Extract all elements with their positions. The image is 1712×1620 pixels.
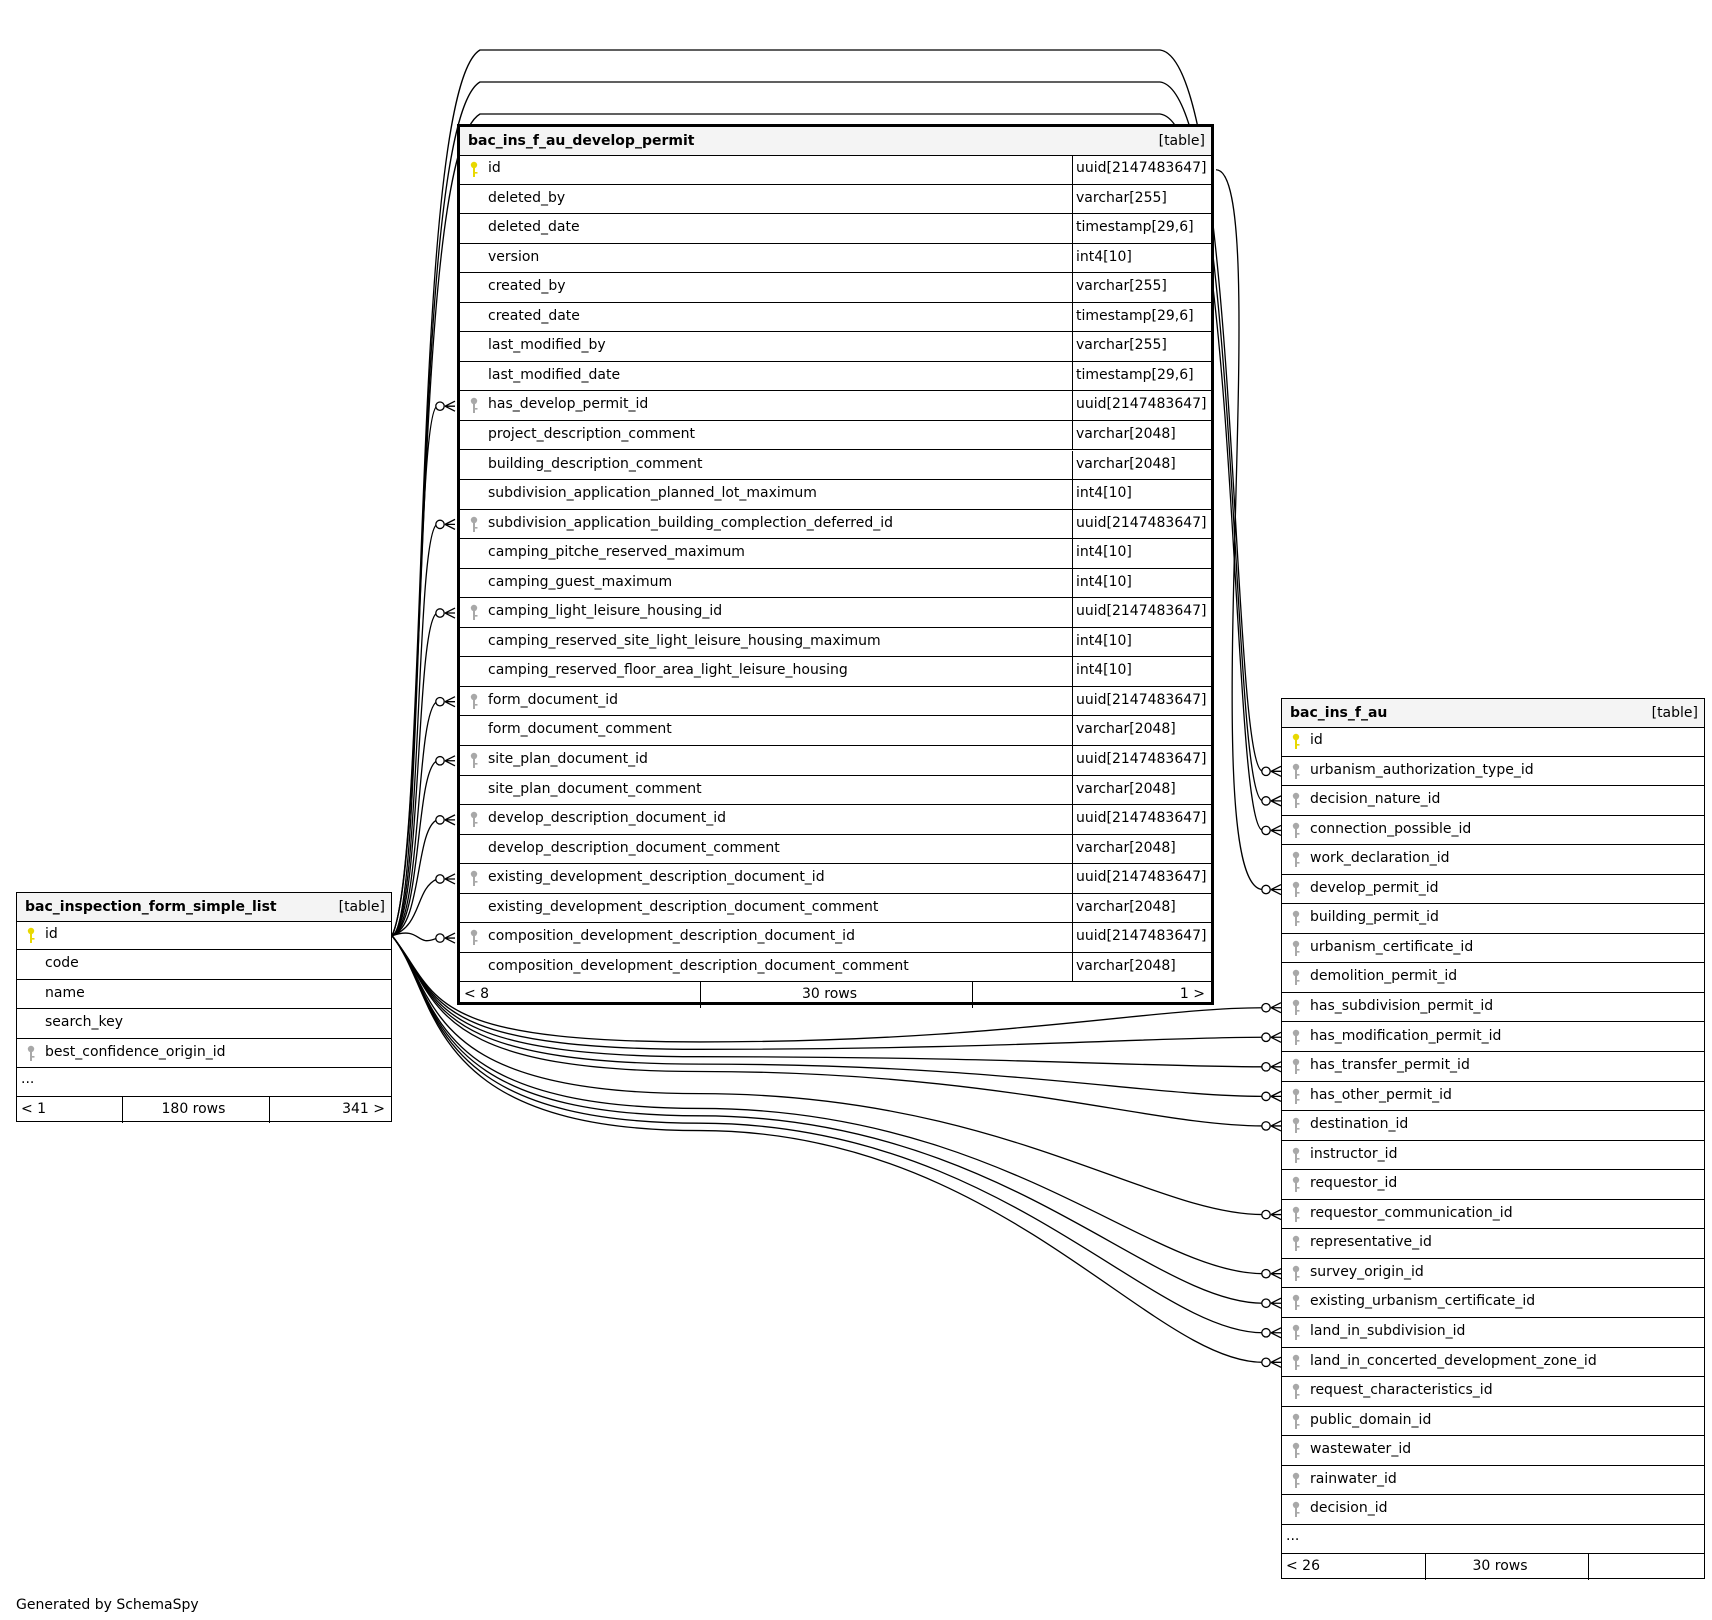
column-row[interactable] — [1282, 1229, 1704, 1259]
column-row[interactable] — [1282, 816, 1704, 846]
column-type: uuid[2147483647] — [1076, 691, 1207, 708]
column-row[interactable] — [1282, 1082, 1704, 1112]
column-row[interactable] — [1282, 1111, 1704, 1141]
column-name: develop_description_document_id — [488, 810, 726, 827]
parents-link[interactable]: < 8 — [464, 986, 490, 1003]
foreign-key-icon — [1291, 1206, 1301, 1223]
crow-foot-marker — [445, 815, 455, 825]
foreign-key-icon — [1291, 999, 1301, 1016]
column-row[interactable] — [460, 155, 1211, 185]
type-divider — [1072, 155, 1073, 184]
type-divider — [1072, 451, 1073, 480]
column-name: existing_development_description_document_id — [488, 869, 825, 886]
column-row[interactable] — [460, 746, 1211, 776]
column-row[interactable] — [460, 362, 1211, 392]
column-type: varchar[2048] — [1076, 839, 1176, 856]
type-divider — [1072, 185, 1073, 214]
column-name: created_date — [488, 307, 580, 324]
column-name: composition_development_description_document_id — [488, 928, 855, 945]
column-type: uuid[2147483647] — [1076, 810, 1207, 827]
column-row[interactable] — [1282, 1348, 1704, 1378]
crow-foot-marker — [1271, 1357, 1281, 1367]
crow-foot-marker — [445, 874, 455, 884]
column-name: site_plan_document_id — [488, 751, 648, 767]
column-name: develop_description_document_comment — [488, 839, 780, 856]
type-divider — [1072, 923, 1073, 952]
column-row[interactable] — [1282, 963, 1704, 993]
optional-marker — [436, 609, 444, 617]
ellipsis-text: ... — [1286, 1527, 1300, 1544]
column-row[interactable] — [460, 687, 1211, 717]
column-name: requestor_id — [1310, 1175, 1398, 1192]
table-bac_ins_f_au_develop_permit[interactable] — [457, 124, 1214, 1005]
column-type: varchar[2048] — [1076, 957, 1176, 974]
column-name: last_modified_by — [488, 337, 606, 354]
column-row[interactable] — [1282, 1466, 1704, 1496]
column-type: varchar[2048] — [1076, 721, 1176, 738]
column-row[interactable] — [460, 657, 1211, 687]
optional-marker — [436, 757, 444, 765]
column-name: subdivision_application_building_complection_deferred_id — [488, 514, 894, 531]
column-name: urbanism_authorization_type_id — [1310, 761, 1534, 778]
foreign-key-icon — [1291, 1354, 1301, 1371]
column-name: has_develop_permit_id — [488, 396, 649, 413]
type-divider — [1072, 746, 1073, 775]
column-type: uuid[2147483647] — [1076, 396, 1207, 413]
footer-divider — [269, 1097, 270, 1123]
column-type: varchar[2048] — [1076, 780, 1176, 797]
column-type: uuid[2147483647] — [1076, 869, 1207, 886]
foreign-key-icon — [1291, 1235, 1301, 1252]
relationship-edge — [392, 933, 437, 941]
table-bac_inspection_form_simple_list[interactable] — [16, 892, 392, 1122]
crow-foot-marker — [1271, 885, 1281, 895]
column-name: id — [1310, 732, 1323, 748]
foreign-key-icon — [1291, 1058, 1301, 1075]
type-divider — [1072, 805, 1073, 834]
column-row[interactable] — [1282, 934, 1704, 964]
column-name: last_modified_date — [488, 366, 621, 383]
footer-divider — [122, 1097, 123, 1123]
crow-foot-marker — [445, 933, 455, 943]
type-divider — [1072, 716, 1073, 745]
footer-divider — [1588, 1554, 1589, 1580]
column-name: deleted_date — [488, 219, 580, 236]
column-name: project_description_comment — [488, 425, 695, 442]
foreign-key-icon — [1291, 1501, 1301, 1518]
table-kind: [table] — [338, 899, 385, 915]
column-name: land_in_concerted_development_zone_id — [1310, 1352, 1597, 1369]
column-name: building_permit_id — [1310, 909, 1439, 926]
optional-marker — [436, 697, 444, 705]
type-divider — [1072, 480, 1073, 509]
column-name: request_characteristics_id — [1310, 1382, 1493, 1399]
optional-marker — [1262, 1004, 1270, 1012]
column-name: search_key — [45, 1014, 124, 1031]
column-name: created_by — [488, 278, 566, 295]
column-name: name — [45, 984, 85, 1001]
table-footer — [460, 982, 1211, 1008]
column-type: varchar[2048] — [1076, 455, 1176, 472]
table-header — [460, 127, 1211, 156]
column-name: form_document_comment — [488, 721, 672, 738]
column-name: urbanism_certificate_id — [1310, 938, 1474, 955]
column-type: timestamp[29,6] — [1076, 366, 1194, 383]
column-row[interactable] — [460, 835, 1211, 865]
foreign-key-icon — [1291, 881, 1301, 898]
column-row[interactable] — [460, 805, 1211, 835]
table-kind: [table] — [1651, 705, 1698, 721]
table-header — [1282, 699, 1704, 728]
column-name: demolition_permit_id — [1310, 968, 1458, 985]
foreign-key-icon — [1291, 969, 1301, 986]
foreign-key-icon — [1291, 940, 1301, 957]
column-row[interactable] — [460, 303, 1211, 333]
column-name: camping_light_leisure_housing_id — [488, 603, 723, 620]
column-type: varchar[255] — [1076, 189, 1167, 206]
column-row[interactable] — [1282, 1495, 1704, 1525]
footer-divider — [700, 982, 701, 1008]
optional-marker — [1262, 1210, 1270, 1218]
column-type: int4[10] — [1076, 485, 1132, 502]
crow-foot-marker — [445, 756, 455, 766]
foreign-key-icon — [1291, 792, 1301, 809]
more-columns-ellipsis — [17, 1068, 391, 1097]
column-row[interactable] — [1282, 1141, 1704, 1171]
foreign-key-icon — [469, 929, 479, 946]
type-divider — [1072, 244, 1073, 273]
optional-marker — [1262, 1269, 1270, 1277]
column-name: decision_nature_id — [1310, 791, 1441, 808]
type-divider — [1072, 303, 1073, 332]
column-name: rainwater_id — [1310, 1470, 1397, 1487]
optional-marker — [436, 520, 444, 528]
type-divider — [1072, 391, 1073, 420]
column-name: composition_development_description_document_comment — [488, 957, 909, 974]
foreign-key-icon — [1291, 1324, 1301, 1341]
optional-marker — [1262, 1033, 1270, 1041]
column-row[interactable] — [460, 480, 1211, 510]
type-divider — [1072, 421, 1073, 450]
column-row[interactable] — [460, 776, 1211, 806]
column-row[interactable] — [1282, 1318, 1704, 1348]
children-link[interactable]: 341 > — [342, 1101, 385, 1118]
primary-key-icon — [26, 927, 36, 944]
column-row[interactable] — [17, 921, 391, 950]
foreign-key-icon — [1291, 851, 1301, 868]
type-divider — [1072, 776, 1073, 805]
crow-foot-marker — [445, 608, 455, 618]
column-name: develop_permit_id — [1310, 879, 1439, 896]
column-type: uuid[2147483647] — [1076, 160, 1207, 176]
optional-marker — [436, 875, 444, 883]
crow-foot-marker — [1271, 1269, 1281, 1279]
foreign-key-icon — [469, 604, 479, 621]
column-row[interactable] — [1282, 727, 1704, 757]
column-type: varchar[255] — [1076, 278, 1167, 295]
relationship-edge — [392, 613, 437, 936]
column-name: site_plan_document_comment — [488, 780, 702, 797]
crow-foot-marker — [1271, 1032, 1281, 1042]
optional-marker — [1262, 885, 1270, 893]
column-name: existing_development_description_document_comment — [488, 898, 879, 915]
column-name: work_declaration_id — [1310, 850, 1450, 867]
foreign-key-icon — [1291, 1265, 1301, 1282]
table-name[interactable]: bac_ins_f_au — [1290, 705, 1388, 721]
type-divider — [1072, 332, 1073, 361]
column-type: timestamp[29,6] — [1076, 307, 1194, 324]
column-row[interactable] — [460, 391, 1211, 421]
optional-marker — [1262, 1092, 1270, 1100]
column-name: best_confidence_origin_id — [45, 1043, 226, 1060]
foreign-key-icon — [1291, 1383, 1301, 1400]
column-row[interactable] — [1282, 904, 1704, 934]
foreign-key-icon — [1291, 910, 1301, 927]
column-name: camping_reserved_site_light_leisure_housing_maximum — [488, 632, 881, 649]
type-divider — [1072, 510, 1073, 539]
type-divider — [1072, 657, 1073, 686]
column-name: deleted_by — [488, 189, 566, 206]
children-link[interactable]: 1 > — [1179, 986, 1205, 1003]
column-type: uuid[2147483647] — [1076, 928, 1207, 945]
relationship-edge — [392, 820, 437, 936]
type-divider — [1072, 835, 1073, 864]
type-divider — [1072, 894, 1073, 923]
type-divider — [1072, 214, 1073, 243]
foreign-key-icon — [1291, 1442, 1301, 1459]
optional-marker — [436, 816, 444, 824]
table-footer — [17, 1097, 391, 1123]
foreign-key-icon — [1291, 1029, 1301, 1046]
column-name: instructor_id — [1310, 1145, 1398, 1162]
type-divider — [1072, 628, 1073, 657]
type-divider — [1072, 539, 1073, 568]
column-row[interactable] — [460, 539, 1211, 569]
column-name: has_subdivision_permit_id — [1310, 997, 1494, 1014]
column-name: has_other_permit_id — [1310, 1086, 1452, 1103]
column-row[interactable] — [460, 214, 1211, 244]
column-name: land_in_subdivision_id — [1310, 1323, 1466, 1339]
column-row[interactable] — [460, 244, 1211, 274]
crow-foot-marker — [1271, 1121, 1281, 1131]
foreign-key-icon — [1291, 1294, 1301, 1311]
crow-foot-marker — [1271, 1210, 1281, 1220]
foreign-key-icon — [469, 516, 479, 533]
column-row[interactable] — [1282, 875, 1704, 905]
column-name: requestor_communication_id — [1310, 1204, 1513, 1221]
column-row[interactable] — [460, 185, 1211, 215]
footer-divider — [1425, 1554, 1426, 1580]
column-name: has_modification_permit_id — [1310, 1027, 1502, 1044]
column-row[interactable] — [1282, 845, 1704, 875]
optional-marker — [1262, 1329, 1270, 1337]
foreign-key-icon — [469, 397, 479, 414]
column-row[interactable] — [1282, 1407, 1704, 1437]
column-row[interactable] — [1282, 993, 1704, 1023]
column-type: varchar[2048] — [1076, 425, 1176, 442]
generated-by-footnote: Generated by SchemaSpy — [16, 1597, 199, 1613]
crow-foot-marker — [1271, 796, 1281, 806]
crow-foot-marker — [445, 697, 455, 707]
table-header — [17, 893, 391, 922]
primary-key-icon — [469, 161, 479, 178]
column-type: uuid[2147483647] — [1076, 514, 1207, 531]
table-footer — [1282, 1554, 1704, 1580]
column-row[interactable] — [460, 598, 1211, 628]
foreign-key-icon — [1291, 1176, 1301, 1193]
crow-foot-marker — [1271, 1003, 1281, 1013]
column-name: camping_pitche_reserved_maximum — [488, 544, 745, 561]
column-row[interactable] — [1282, 1377, 1704, 1407]
foreign-key-icon — [1291, 1117, 1301, 1134]
column-row[interactable] — [460, 332, 1211, 362]
column-row[interactable] — [460, 628, 1211, 658]
column-type: int4[10] — [1076, 544, 1132, 561]
column-row[interactable] — [460, 864, 1211, 894]
foreign-key-icon — [1291, 1413, 1301, 1430]
table-name[interactable]: bac_inspection_form_simple_list — [25, 899, 277, 915]
optional-marker — [1262, 767, 1270, 775]
column-row[interactable] — [460, 451, 1211, 481]
column-row[interactable] — [17, 950, 391, 979]
column-type: timestamp[29,6] — [1076, 219, 1194, 236]
column-row[interactable] — [460, 510, 1211, 540]
optional-marker — [436, 402, 444, 410]
foreign-key-icon — [26, 1045, 36, 1062]
optional-marker — [1262, 797, 1270, 805]
crow-foot-marker — [1271, 1062, 1281, 1072]
type-divider — [1072, 687, 1073, 716]
column-name: representative_id — [1310, 1234, 1432, 1251]
foreign-key-icon — [1291, 1472, 1301, 1489]
column-name: survey_origin_id — [1310, 1263, 1424, 1280]
column-name: decision_id — [1310, 1500, 1388, 1517]
column-type: varchar[255] — [1076, 337, 1167, 354]
type-divider — [1072, 569, 1073, 598]
foreign-key-icon — [469, 870, 479, 887]
column-type: int4[10] — [1076, 662, 1132, 679]
column-name: id — [488, 160, 501, 176]
table-name[interactable]: bac_ins_f_au_develop_permit — [468, 133, 695, 149]
optional-marker — [436, 934, 444, 942]
column-type: uuid[2147483647] — [1076, 751, 1207, 767]
crow-foot-marker — [1271, 1328, 1281, 1338]
column-name: camping_guest_maximum — [488, 573, 673, 590]
column-type: int4[10] — [1076, 248, 1132, 265]
optional-marker — [1262, 1122, 1270, 1130]
crow-foot-marker — [1271, 1298, 1281, 1308]
crow-foot-marker — [445, 401, 455, 411]
column-row[interactable] — [460, 923, 1211, 953]
column-row[interactable] — [17, 1039, 391, 1068]
column-row[interactable] — [1282, 1200, 1704, 1230]
foreign-key-icon — [1291, 1088, 1301, 1105]
foreign-key-icon — [1291, 822, 1301, 839]
foreign-key-icon — [469, 752, 479, 769]
column-name: destination_id — [1310, 1116, 1409, 1133]
column-name: wastewater_id — [1310, 1441, 1412, 1458]
footer-divider — [972, 982, 973, 1008]
column-row[interactable] — [460, 894, 1211, 924]
column-row[interactable] — [1282, 1023, 1704, 1053]
column-row[interactable] — [1282, 786, 1704, 816]
type-divider — [1072, 864, 1073, 893]
column-name: version — [488, 248, 540, 265]
column-row[interactable] — [1282, 1436, 1704, 1466]
column-row[interactable] — [17, 1009, 391, 1038]
optional-marker — [1262, 826, 1270, 834]
column-row[interactable] — [1282, 1259, 1704, 1289]
relationship-edge — [1216, 170, 1263, 890]
ellipsis-text: ... — [21, 1071, 35, 1087]
parents-link[interactable]: < 26 — [1286, 1558, 1320, 1575]
column-row[interactable] — [460, 569, 1211, 599]
column-name: has_transfer_permit_id — [1310, 1057, 1470, 1074]
column-name: public_domain_id — [1310, 1411, 1432, 1428]
row-count: 30 rows — [1472, 1558, 1528, 1575]
column-type: uuid[2147483647] — [1076, 603, 1207, 620]
type-divider — [1072, 362, 1073, 391]
table-kind: [table] — [1158, 133, 1205, 149]
foreign-key-icon — [469, 693, 479, 710]
foreign-key-icon — [1291, 1147, 1301, 1164]
foreign-key-icon — [469, 811, 479, 828]
crow-foot-marker — [1271, 1091, 1281, 1101]
crow-foot-marker — [445, 519, 455, 529]
type-divider — [1072, 598, 1073, 627]
column-row[interactable] — [17, 980, 391, 1009]
column-row[interactable] — [460, 421, 1211, 451]
column-name: existing_urbanism_certificate_id — [1310, 1293, 1536, 1310]
table-bac_ins_f_au[interactable] — [1281, 698, 1705, 1579]
row-count: 30 rows — [802, 986, 858, 1003]
column-row[interactable] — [1282, 1052, 1704, 1082]
column-type: int4[10] — [1076, 632, 1132, 649]
type-divider — [1072, 273, 1073, 302]
column-name: id — [45, 926, 58, 942]
crow-foot-marker — [1271, 766, 1281, 776]
column-name: camping_reserved_floor_area_light_leisure_housing — [488, 662, 848, 679]
column-row[interactable] — [1282, 1170, 1704, 1200]
column-name: code — [45, 955, 79, 972]
row-count: 180 rows — [161, 1101, 226, 1118]
column-name: subdivision_application_planned_lot_maximum — [488, 485, 817, 502]
column-type: varchar[2048] — [1076, 898, 1176, 915]
optional-marker — [1262, 1358, 1270, 1366]
foreign-key-icon — [1291, 763, 1301, 780]
optional-marker — [1262, 1063, 1270, 1071]
column-type: int4[10] — [1076, 573, 1132, 590]
optional-marker — [1262, 1299, 1270, 1307]
column-name: form_document_id — [488, 691, 619, 708]
type-divider — [1072, 953, 1073, 982]
column-row[interactable] — [1282, 1288, 1704, 1318]
column-row[interactable] — [460, 953, 1211, 983]
crow-foot-marker — [1271, 825, 1281, 835]
column-row[interactable] — [460, 716, 1211, 746]
column-row[interactable] — [460, 273, 1211, 303]
column-name: building_description_comment — [488, 455, 703, 472]
column-row[interactable] — [1282, 757, 1704, 787]
primary-key-icon — [1291, 733, 1301, 750]
parents-link[interactable]: < 1 — [21, 1101, 47, 1118]
more-columns-ellipsis — [1282, 1525, 1704, 1555]
column-name: connection_possible_id — [1310, 820, 1472, 837]
